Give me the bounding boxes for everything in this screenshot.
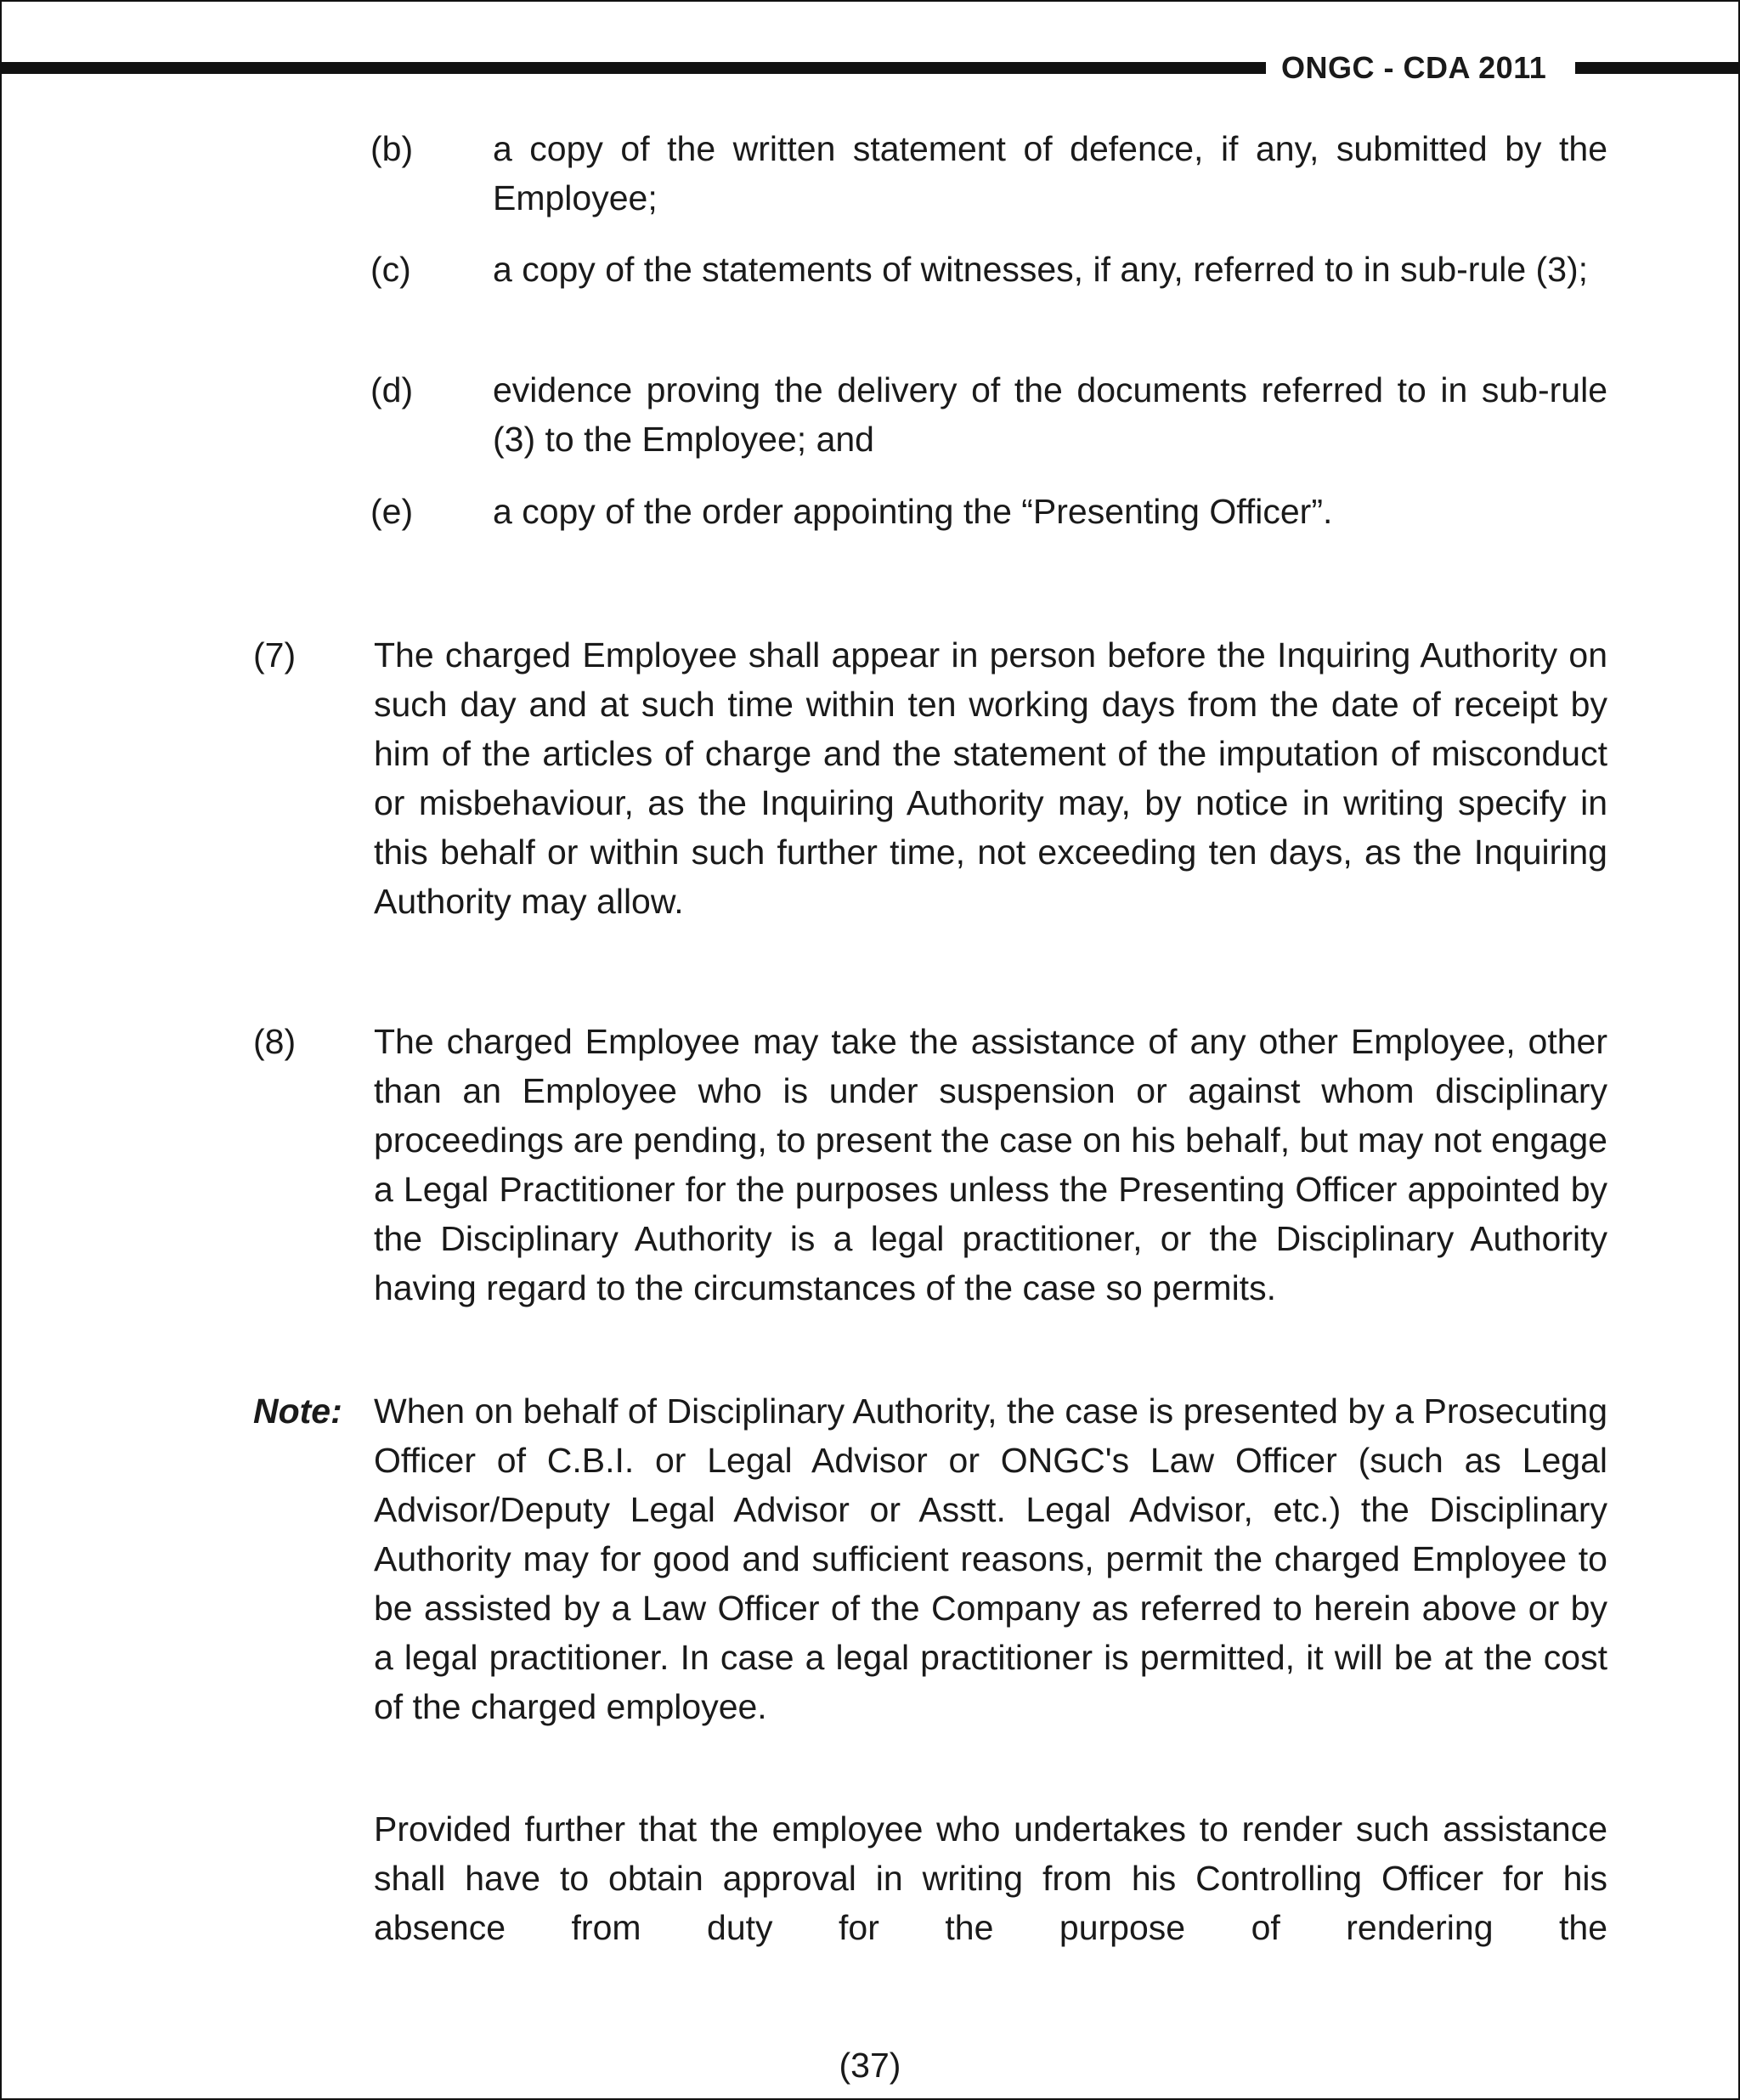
sub-item-text: a copy of the written statement of defence, if any, submitted by the Employee; xyxy=(493,129,1607,217)
sub-item-marker: (b) xyxy=(370,129,414,168)
sub-item-marker: (c) xyxy=(370,250,411,289)
proviso-text: Provided further that the employee who undertakes to render such assistance shall have to obtain approval in writing from his Controlling Officer for his absence from duty for the purpose of rendering the xyxy=(374,1809,1607,1947)
sub-item-text: evidence proving the delivery of the documents referred to in sub-rule (3) to the Employee; and xyxy=(493,370,1607,459)
header-rule-left xyxy=(0,62,1266,74)
header-rule-right xyxy=(1575,62,1740,74)
running-header-title: ONGC - CDA 2011 xyxy=(1281,50,1547,85)
sub-item-marker: (d) xyxy=(370,370,414,409)
sub-item-text: a copy of the statements of witnesses, if any, referred to in sub-rule (3); xyxy=(493,250,1589,289)
clause-text: The charged Employee may take the assistance of any other Employee, other than an Employee who is under suspension or against whom disciplinary proceedings are pending, to present the case on his behalf, but may not engage a Legal Practitioner for the purposes unless the Presenting Officer appointed by the Disciplinary Authority is a legal practitioner, or the Disciplinary Authority having regard to the circumstances of the case so permits. xyxy=(374,1022,1607,1307)
clause-marker: (8) xyxy=(253,1022,297,1061)
clause-marker: (7) xyxy=(253,635,297,675)
sub-item-text: a copy of the order appointing the “Presenting Officer”. xyxy=(493,492,1333,531)
clause-text: The charged Employee shall appear in person before the Inquiring Authority on such day and at such time within ten working days from the date of receipt by him of the articles of charge and the statement of the imputation of misconduct or misbehaviour, as the Inquiring Authority may, by notice in writing specify in this behalf or within such further time, not exceeding ten days, as the Inquiring Authority may allow. xyxy=(374,635,1607,921)
page-number: (37) xyxy=(839,2046,901,2085)
note-text: When on behalf of Disciplinary Authority, the case is presented by a Prosecuting Officer of C.B.I. or Legal Advisor or ONGC's Law Officer (such as Legal Advisor/Deputy Legal Advisor or Asstt. Legal Advisor, etc.) the Disciplinary Authority may for good and sufficient reasons, permit the charged Employee to be assisted by a Law Officer of the Company as referred to herein above or by a legal practitioner. In case a legal practitioner is permitted, it will be at the cost of the charged employee. xyxy=(374,1392,1607,1726)
sub-item-marker: (e) xyxy=(370,492,414,531)
note-marker: Note: xyxy=(253,1392,342,1431)
